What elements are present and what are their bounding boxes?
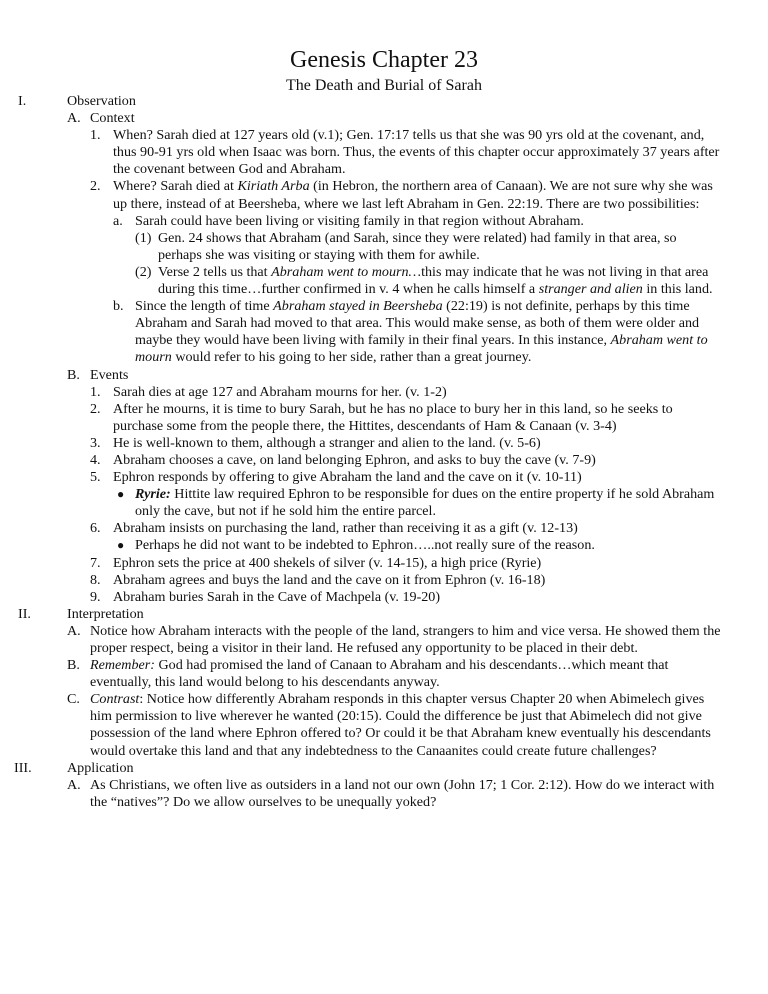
- item-text: Notice how Abraham interacts with the people of the land, strangers to him and vice versa. He showed them the proper respect, being a visitor in their land. He refused any opportunity to be placed in their debt.: [90, 622, 721, 656]
- outline-item: [0, 435, 768, 452]
- outline-item: [0, 298, 768, 366]
- item-text: Abraham buries Sarah in the Cave of Machpela (v. 19-20): [113, 588, 441, 605]
- outline-item: [0, 589, 768, 606]
- item-text: Abraham agrees and buys the land and the cave on it from Ephron (v. 16-18): [113, 571, 546, 588]
- item-label: 9.: [90, 588, 101, 605]
- item-label: b.: [113, 298, 124, 315]
- item-label: 6.: [90, 520, 101, 537]
- item-label: (2): [135, 263, 152, 280]
- item-text: Since the length of time Abraham stayed in Beersheba (22:19) is not definite, perhaps by this time Abraham and Sarah had moved to that area. This would make sense, as both of them were older and maybe they would have been living with family in their final years. In this instance, Abraham went to mourn would refer to his going to her side, rather than a great journey.: [135, 298, 708, 366]
- section-heading: Observation: [67, 93, 136, 109]
- item-label: 5.: [90, 469, 101, 486]
- subsection-label: B.: [67, 366, 80, 383]
- item-text: Ryrie: Hittite law required Ephron to be responsible for dues on the entire property if he sold Abraham only the cave, but not if he sold him the entire parcel.: [135, 486, 715, 520]
- item-label: 3.: [90, 434, 101, 451]
- item-label: (1): [135, 229, 152, 246]
- item-text: Sarah could have been living or visiting family in that region without Abraham.: [135, 212, 584, 229]
- bullet-icon: ●: [117, 487, 125, 502]
- section-label: I.: [18, 93, 27, 109]
- outline-item: [0, 178, 768, 212]
- item-label: A.: [67, 622, 81, 639]
- subsection-label: A.: [67, 110, 81, 127]
- outline-item: [0, 777, 768, 811]
- item-text: Abraham chooses a cave, on land belonging Ephron, and asks to buy the cave (v. 7-9): [113, 451, 596, 468]
- bullet-item: [0, 537, 768, 554]
- item-label: 4.: [90, 451, 101, 468]
- outline-item: [0, 691, 768, 759]
- section-label: II.: [18, 605, 31, 622]
- item-label: 7.: [90, 554, 101, 571]
- outline-item: [0, 452, 768, 469]
- section-label: III.: [14, 759, 32, 776]
- item-text: Remember: God had promised the land of Canaan to Abraham and his descendants…which meant that eventually, this land would belong to his descendants anyway.: [90, 657, 669, 691]
- item-text: When? Sarah died at 127 years old (v.1); Gen. 17:17 tells us that she was 90 yrs old at the covenant, and, thus 90-91 yrs old when Isaac was born. Thus, the events of this chapter occur approximately 37 years after the covenant between God and Abraham.: [113, 127, 720, 178]
- item-label: A.: [67, 776, 81, 793]
- bullet-icon: ●: [117, 538, 125, 553]
- item-text: Verse 2 tells us that Abraham went to mourn…this may indicate that he was not living in that area during this time…further confirmed in v. 4 when he calls himself a stranger and alien in this land.: [158, 263, 713, 298]
- outline-item: [0, 213, 768, 230]
- page-subtitle: The Death and Burial of Sarah: [286, 77, 482, 94]
- outline-item: [0, 469, 768, 486]
- outline-item: [0, 572, 768, 589]
- section-heading: Application: [67, 759, 134, 776]
- outline-item: [0, 623, 768, 657]
- item-text: Where? Sarah died at Kiriath Arba (in Hebron, the northern area of Canaan). We are not sure why she was up there, instead of at Beersheba, where we last left Abraham in Gen. 22:19. There are two possibilities:: [113, 178, 713, 212]
- outline-item: [0, 657, 768, 691]
- item-label: 1.: [90, 127, 101, 144]
- outline-item: [0, 520, 768, 537]
- outline-item: [0, 384, 768, 401]
- outline-item: [0, 555, 768, 572]
- item-text: Perhaps he did not want to be indebted to Ephron…..not really sure of the reason.: [135, 537, 595, 554]
- section-application: [0, 760, 768, 777]
- outline: [0, 93, 768, 811]
- outline-item: [0, 264, 768, 298]
- outline-item: [0, 401, 768, 435]
- item-text: Contrast: Notice how differently Abraham responds in this chapter versus Chapter 20 when Abimelech gives him permission to live wherever he wanted (20:15). Could the difference be just that Abimelech did not give possession of the land where Ephron offered to? Or could it be that Abraham knew eventually his descendants would overtake this land and that any indebtedness to the Canaanites could create future challenges?: [90, 691, 711, 759]
- item-label: C.: [67, 691, 80, 708]
- item-text: Gen. 24 shows that Abraham (and Sarah, since they were related) had family in that area, so perhaps she was visiting or staying with them for awhile.: [158, 229, 677, 263]
- bullet-item: [0, 486, 768, 520]
- subsection-heading: Events: [90, 366, 129, 383]
- outline-item: [0, 230, 768, 264]
- page-title: Genesis Chapter 23: [290, 47, 478, 73]
- item-text: Sarah dies at age 127 and Abraham mourns for her. (v. 1-2): [113, 383, 447, 400]
- item-label: 8.: [90, 571, 101, 588]
- outline-item: [0, 127, 768, 178]
- section-heading: Interpretation: [67, 605, 144, 622]
- item-text: After he mourns, it is time to bury Sarah, but he has no place to bury her in this land, so he seeks to purchase some from the people there, the Hittites, descendants of Ham & Canaan (v. 3-4): [113, 400, 673, 434]
- item-text: Ephron responds by offering to give Abraham the land and the cave on it (v. 10-11): [113, 469, 582, 486]
- section-interpretation: [0, 606, 768, 623]
- item-label: 2.: [90, 178, 101, 195]
- item-label: a.: [113, 212, 123, 229]
- subsection-context: [0, 110, 768, 127]
- subsection-events: [0, 367, 768, 384]
- item-text: As Christians, we often live as outsiders in a land not our own (John 17; 1 Cor. 2:12). How do we interact with the “natives”? Do we allow ourselves to be unequally yoked?: [90, 776, 715, 810]
- item-label: B.: [67, 657, 80, 674]
- section-observation: [0, 93, 768, 110]
- item-label: 1.: [90, 383, 101, 400]
- item-label: 2.: [90, 400, 101, 417]
- item-text: Abraham insists on purchasing the land, rather than receiving it as a gift (v. 12-13): [113, 520, 578, 537]
- subsection-heading: Context: [90, 110, 135, 127]
- item-text: Ephron sets the price at 400 shekels of silver (v. 14-15), a high price (Ryrie): [113, 554, 542, 571]
- item-text: He is well-known to them, although a stranger and alien to the land. (v. 5-6): [113, 434, 541, 451]
